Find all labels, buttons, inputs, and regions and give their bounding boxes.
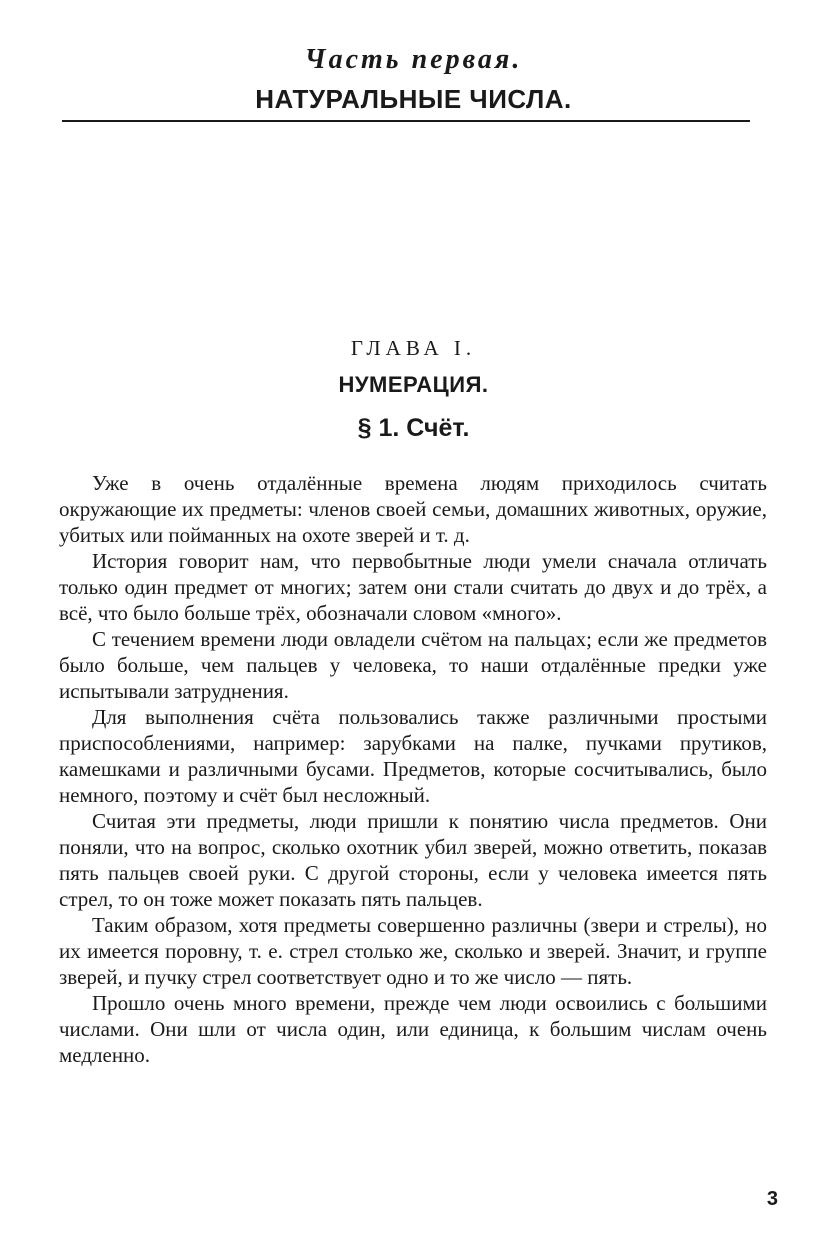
paragraph: Считая эти предметы, люди пришли к понятию числа предметов. Они поняли, что на вопрос, сколько охотник убил зверей, можно ответить, показав пять пальцев своей руки. С другой стороны, если у человека имеется пять стрел, то он тоже может показать пять пальцев. [59,809,767,911]
paragraph: История говорит нам, что первобытные люди умели сначала отличать только один предмет от многих; затем они стали считать до двух и до трёх, а всё, что было больше трёх, обозначали словом «много». [59,549,767,625]
chapter-label: ГЛАВА I. [350,336,477,360]
paragraph: Таким образом, хотя предметы совершенно различны (звери и стрелы), но их имеется поровну, т. е. стрел столько же, сколько и зверей. Значит, и группе зверей, и пучку стрел соответствует одно и то же число — пять. [59,913,767,989]
part-title: Часть первая. [304,44,523,75]
page-number: 3 [766,1188,778,1210]
chapter-title: НУМЕРАЦИЯ. [338,372,489,397]
header-rule [62,120,750,122]
section-title: § 1. Счёт. [357,414,470,442]
paragraph: С течением времени люди овладели счётом на пальцах; если же предметов было больше, чем пальцев у человека, то наши отдалённые предки уже испытывали затруднения. [59,627,767,703]
paragraph: Прошло очень много времени, прежде чем люди освоились с большими числами. Они шли от числа один, или единица, к большим числам очень медленно. [59,991,767,1067]
body-text [59,470,767,1068]
paragraph: Для выполнения счёта пользовались также различными простыми приспособлениями, например: зарубками на палке, пучками прутиков, камешками и различными бусами. Предметов, которые сосчитывались, было немного, поэтому и счёт был несложный. [59,705,767,807]
part-name: НАТУРАЛЬНЫЕ ЧИСЛА. [255,84,572,114]
paragraph: Уже в очень отдалённые времена людям приходилось считать окружающие их предметы: членов своей семьи, домашних животных, оружие, убитых или пойманных на охоте зверей и т. д. [59,471,767,547]
